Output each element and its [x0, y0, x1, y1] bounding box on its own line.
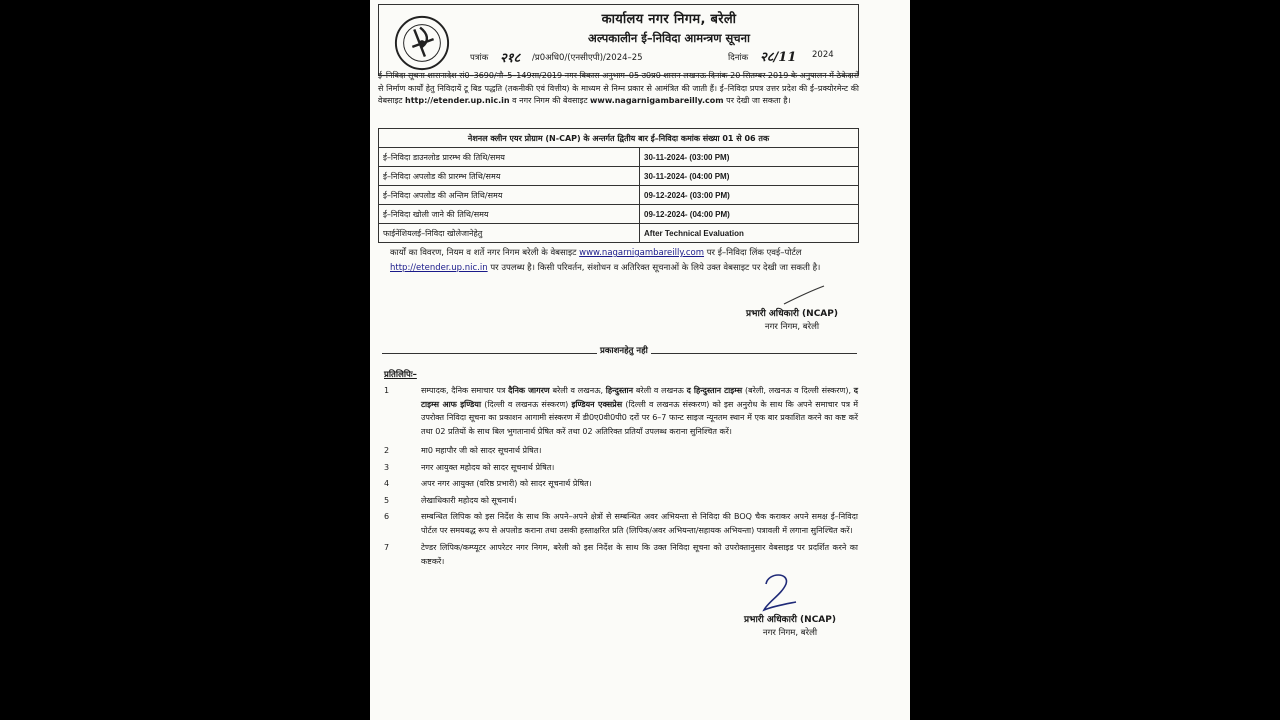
- signatory-office: नगर निगम, बरेली: [764, 322, 820, 332]
- row-label: फाईनेंशियलई–निविदा खोलेजानेहेतु: [379, 224, 640, 243]
- intro-text-2: व नगर निगम की बेवसाइट: [512, 96, 588, 105]
- ref-number: २१८: [500, 51, 521, 66]
- table-row: [379, 186, 859, 205]
- date-handwritten: २८/11: [760, 50, 797, 65]
- table-row: [379, 224, 859, 243]
- row-label: ई–निविदा डाउनलोड प्रारम्भ की तिथि/समय: [379, 148, 640, 167]
- signature-block-1: [742, 308, 842, 334]
- signatory-title: प्रभारी अधिकारी (NCAP): [744, 615, 836, 625]
- signature-block-2: [740, 614, 840, 640]
- signatory-office: नगर निगम, बरेली: [762, 628, 818, 638]
- terms-text-3: पर उपलब्ध है। किसी परिवर्तन, संशोधन व अतिरिक्त सूचनाओं के लिये उक्त वेबसाइट पर देखी जा सकती है।: [490, 263, 821, 273]
- list-item: 7 टेण्डर लिपिक/कम्प्यूटर आपरेटर नगर निगम, बरेली को इस निर्देश के साथ कि उक्त निविदा सूचना को उपरोक्तानुसार वेबसाइड पर प्रदर्शित करने का कष्टकरें।: [384, 543, 858, 566]
- website-link[interactable]: www.nagarnigambareilly.com: [590, 96, 724, 105]
- list-item: 6 सम्बन्धित लिपिक को इस निर्देश के साथ कि अपने–अपने क्षेत्रों से सम्बन्धित अवर अभियन्ता से निविदा की BOQ चैक कराकर अपने समक्ष ई–निविदा पोर्टल पर समयबद्ध रूप से अपलोड कराना तथा उसकी हस्ताक्षरित प्रति (लिपिक/अवर अभियन्ता/सहायक अभियन्ता) पत्रावली में लगाना सुनिश्चित करें।: [384, 512, 858, 535]
- terms-paragraph: [390, 246, 860, 276]
- signature-mark: [782, 284, 828, 308]
- letterhead-box: [378, 4, 859, 76]
- ref-suffix: /प्र0अधि0/(एनसीएपी)/2024–25: [532, 53, 643, 63]
- notice-title: अल्पकालीन ई–निविदा आमन्त्रण सूचना: [588, 31, 750, 45]
- table-row: [379, 148, 859, 167]
- row-label: ई–निविदा अपलोड की प्रारम्भ तिथि/समय: [379, 167, 640, 186]
- row-label: ई–निविदा अपलोड की अन्तिम तिथि/समय: [379, 186, 640, 205]
- date-year: 2024: [812, 50, 834, 60]
- cc-heading: प्रतिलिपिः–: [384, 370, 417, 380]
- row-value: 09-12-2024- (03:00 PM): [640, 186, 859, 205]
- etender-link[interactable]: http://etender.up.nic.in: [405, 96, 510, 105]
- row-value: After Technical Evaluation: [640, 224, 859, 243]
- list-item: 3 नगर आयुक्त महोदय को सादर सूचनार्थ प्रेषित।: [384, 462, 555, 472]
- list-item: 2 मा0 महापौर जी को सादर सूचनार्थ प्रेषित।: [384, 446, 542, 455]
- terms-text: कार्यों का विवरण, नियम व शर्ते नगर निगम बरेली के वेबसाइट: [390, 248, 577, 258]
- row-value: 30-11-2024- (03:00 PM): [640, 148, 859, 167]
- table-row: [379, 167, 859, 186]
- not-for-publication-label: प्रकाशनहेतु नही: [597, 345, 651, 356]
- municipal-seal-icon: [393, 14, 451, 72]
- schedule-heading: नेशनल क्लीन एयर प्रोग्राम (N-CAP) के अन्तर्गत द्वितीय बार ई–निविदा कमांक संख्या 01 से 06 तक: [379, 129, 859, 148]
- website-link[interactable]: www.nagarnigambareilly.com: [579, 248, 705, 258]
- intro-paragraph: [378, 70, 859, 108]
- row-value: 09-12-2024- (04:00 PM): [640, 205, 859, 224]
- list-item: 1 सम्पादक, दैनिक समाचार पत्र दैनिक जागरण बरेली व लखनऊ, हिन्दुस्तान बरेली व लखनऊ द हिन्दुस्तान टाइम्स (बरेली, लखनऊ व दिल्ली संस्करण), द टाइम्स आफ इण्डिया (दिल्ली व लखनऊ संस्करण) इण्डियन एक्सप्रेस (दिल्ली व लखनऊ संस्करण) को इस अनुरोध के साथ कि अपने समाचार पत्र में उपरोक्त निविदा सूचना का प्रकाशन आगामी संस्करण में डी0ए0वी0पी0 दरों पर 6–7 फान्ट साइज न्यूनतम स्थान में एक बार प्रकाशित करने का कष्ट करें तथा 02 प्रतियों के साथ बिल भुगतानार्थ प्रेषित करें तथा 02 अतिरिक्त प्रतियाँ उपलब्ध कराना सुनिश्चित करें।: [384, 386, 859, 436]
- ref-label: पत्रांक: [470, 53, 489, 63]
- row-label: ई–निविदा खोली जाने की तिथि/समय: [379, 205, 640, 224]
- signature-mark: [760, 570, 800, 618]
- terms-text-2: पर ई–निविदा लिंक एवई–पोर्टल: [706, 248, 802, 258]
- signatory-title: प्रभारी अधिकारी (NCAP): [746, 309, 838, 319]
- row-value: 30-11-2024- (04:00 PM): [640, 167, 859, 186]
- office-title: कार्यालय नगर निगम, बरेली: [601, 12, 737, 27]
- document-page: [370, 0, 910, 720]
- list-item: 5 लेखाधिकारी महोदय को सूचनार्थ।: [384, 495, 517, 505]
- table-row: [379, 205, 859, 224]
- intro-text-3: पर देखी जा सकता है।: [726, 96, 791, 105]
- date-label: दिनांक: [728, 53, 749, 63]
- intro-text: ई–निविदा सूचना शासनादेश सं0–3690/नौ–5–149सा/2019 नगर विकास अनुभाग–05 उ0प्र0 शासन लखनऊ दिनांक 20 सितम्बर 2019 के अनुपालन में ठेकेदारों से निर्माण कार्यों हेतु निविदायें टू बिड पद्धति (तकनीकी एवं वित्तीय) के माध्यम से निम्न प्रकार से आमंत्रित की जाती हैं। ई–निविदा प्रपत्र उत्तर प्रदेश की ई–प्रक्योरमेन्ट की वेबसाइट: [378, 71, 859, 105]
- cc-list: [384, 384, 858, 568]
- list-item: 4 अपर नगर आयुक्त (वरिष्ठ प्रभारी) को सादर सूचनार्थ प्रेषित।: [384, 479, 592, 488]
- not-for-publication-divider: [382, 345, 857, 359]
- schedule-table: [378, 128, 859, 243]
- etender-link[interactable]: http://etender.up.nic.in: [390, 263, 488, 273]
